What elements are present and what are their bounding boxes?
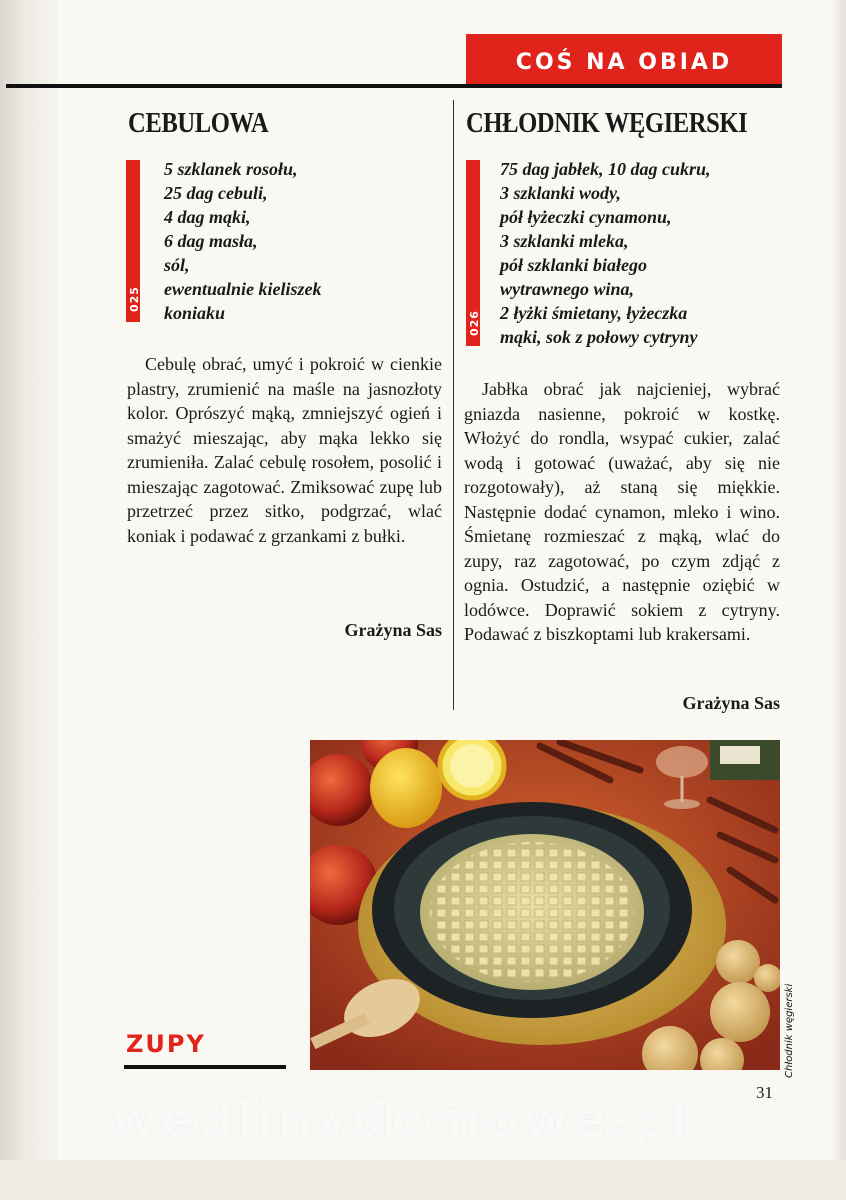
ingredient-item: 75 dag jabłek, 10 dag cukru, bbox=[500, 159, 711, 179]
ingredient-item: wytrawnego wina, bbox=[500, 279, 635, 299]
recipe-number: 026 bbox=[468, 310, 481, 336]
ingredient-item: sól, bbox=[164, 255, 190, 275]
column-divider bbox=[453, 100, 454, 710]
page-number: 31 bbox=[756, 1083, 773, 1102]
ingredients-list bbox=[164, 157, 444, 325]
recipe-title-chlodnik: CHŁODNIK WĘGIERSKI bbox=[466, 108, 748, 139]
ingredient-item: koniaku bbox=[164, 303, 226, 323]
ingredient-item: pół szklanki białego bbox=[500, 255, 648, 275]
page-edge bbox=[832, 0, 846, 1200]
recipe-instructions: Jabłka obrać jak najcieniej, wybrać gniazda nasienne, pokroić w kostkę. Włożyć do rondla, wsypać cukier, zalać wodą i gotować (uważać, aby się nie rozgotowały), aż staną się miękkie. Następnie dodać cynamon, mleko i wino. Śmietanę rozmieszać z mąką, wlać do zupy, raz zagotować, po czym zdjąć z ognia. Ostudzić, a następnie oziębić w lodówce. Doprawić sokiem z cytryny. Podawać z biszkoptami lub krakersami. bbox=[464, 379, 780, 644]
page-bottom-edge bbox=[0, 1160, 846, 1200]
section-banner: COŚ NA OBIAD bbox=[466, 34, 782, 84]
ingredient-item: 25 dag cebuli, bbox=[164, 183, 268, 203]
ingredients-list bbox=[500, 157, 790, 349]
recipe-author: Grażyna Sas bbox=[682, 693, 780, 713]
ingredient-item: 6 dag masła, bbox=[164, 231, 258, 251]
ingredient-item: ewentualnie kieliszek bbox=[164, 279, 322, 299]
chapter-label: ZUPY bbox=[126, 1030, 206, 1058]
chapter-rule bbox=[124, 1065, 286, 1069]
ingredient-item: 4 dag mąki, bbox=[164, 207, 251, 227]
ingredient-item: 3 szklanki mleka, bbox=[500, 231, 629, 251]
ingredient-item: 5 szklanek rosołu, bbox=[164, 159, 298, 179]
top-rule bbox=[6, 84, 782, 88]
recipe-number: 025 bbox=[128, 286, 141, 312]
recipe-title-cebulowa: CEBULOWA bbox=[128, 108, 269, 139]
recipe-photo bbox=[310, 740, 780, 1070]
recipe-instructions: Cebulę obrać, umyć i pokroić w cienkie plastry, zrumienić na maśle na jasnozłoty kolor. Oprószyć mąką, zmniejszyć ogień i smażyć mieszając, aby mąka lekko się zrumieniła. Zalać cebulę rosołem, posolić i mieszając zagotować. Zmiksować zupę lub przetrzeć przez sitko, podgrzać, wlać koniak i podawać z grzankami z bułki. bbox=[127, 354, 442, 546]
recipe-author: Grażyna Sas bbox=[344, 620, 442, 640]
binding-shadow bbox=[0, 0, 58, 1200]
photo-caption: Chłodnik węgierski bbox=[784, 983, 795, 1078]
soup-photo-illustration bbox=[310, 740, 780, 1070]
watermark: wedlinydomowe.pl bbox=[110, 1090, 691, 1150]
ingredient-item: pół łyżeczki cynamonu, bbox=[500, 207, 672, 227]
ingredient-item: 2 łyżki śmietany, łyżeczka bbox=[500, 303, 688, 323]
ingredient-item: 3 szklanki wody, bbox=[500, 183, 621, 203]
ingredient-item: mąki, sok z połowy cytryny bbox=[500, 327, 698, 347]
